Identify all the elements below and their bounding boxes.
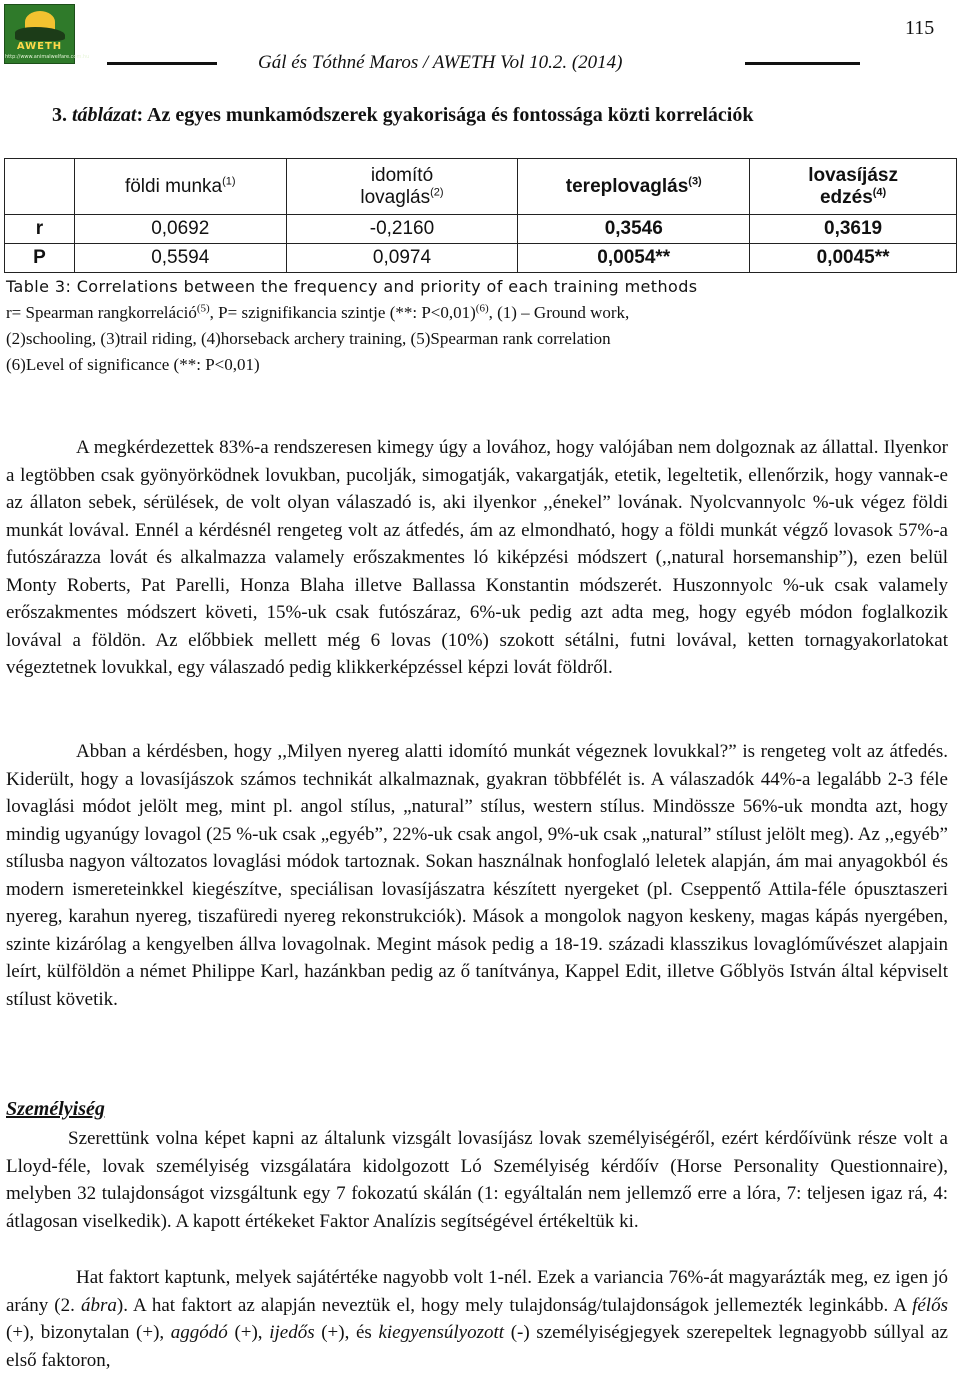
page-number: 115	[905, 17, 935, 39]
header-rule-left	[107, 62, 217, 65]
table-note-line-2: (2)schooling, (3)trail riding, (4)horseback archery training, (5)Spearman rank correlation	[6, 329, 611, 348]
table-cell: 0,0054**	[518, 244, 750, 273]
table-row	[5, 244, 957, 273]
table-cell: 0,3546	[518, 215, 750, 244]
table-row	[5, 215, 957, 244]
header-rule-right	[745, 62, 860, 65]
column-header-archery-training: lovasíjász edzés$^{(4)}$	[750, 159, 957, 215]
table-note-line-1: r= Spearman rangkorreláció$^{(5)}$, P= szignifikancia szintje (**: P<0,01)$^{(6)}$, (1) – Ground work,	[6, 302, 630, 322]
table-cell: 0,0045**	[750, 244, 957, 273]
logo-wordmark: AWETH	[16, 41, 63, 52]
section-heading: Személyiség	[6, 1098, 105, 1120]
table-caption-text: : Az egyes munkamódszerek gyakorisága és fontossága közti korrelációk	[136, 104, 754, 126]
correlation-table	[4, 158, 957, 273]
table-caption	[52, 104, 753, 127]
running-title: Gál és Tóthné Maros / AWETH Vol 10.2. (2014)	[258, 52, 623, 73]
column-header-schooling: idomító lovaglás$^{(2)}$	[286, 159, 518, 215]
column-header-ground-work: földi munka$^{(1)}$	[74, 159, 286, 215]
body-paragraph-factors: Hat faktort kaptunk, melyek sajátértéke nagyobb volt 1-nél. Ezek a variancia 76%-át magyarázták meg, ez igen jó arány (2. ábra). A hat faktort az alapján neveztük el, hogy mely tulajdonság/tulajdonságok jellemezték leginkább. A félős (+), bizonytalan (+), aggódó (+), ijedős (+), és kiegyensúlyozott (-) személyiségjegyek szerepeltek legnagyobb súllyal az első faktoron,	[6, 1267, 948, 1371]
english-table-caption: Table 3: Correlations between the frequency and priority of each training methods	[6, 277, 698, 296]
table-cell: 0,3619	[750, 215, 957, 244]
journal-logo	[4, 4, 90, 64]
table-cell: 0,5594	[74, 244, 286, 273]
row-label-r: r	[5, 215, 75, 244]
column-header-trail-riding: tereplovaglás$^{(3)}$	[518, 159, 750, 215]
logo-horse-shape	[15, 27, 65, 41]
body-paragraph-ground-work: A megkérdezettek 83%-a rendszeresen kimegy úgy a lovához, hogy valójában nem dolgoznak az állattal. Ilyenkor a legtöbben csak gyönyörködnek lovukban, pucolják, simogatják, vakargatják, etetik, legeltetik, ellenőrzik, hogy vannak-e az állaton sebek, sérülések, de volt olyan válaszadó is, aki ilyenkor ,,énekel” lovának. Nyolcvannyolc %-uk végez földi munkát lovával. Ennél a kérdésnél rengeteg volt az átfedés, ám az elmondható, hogy a földi munkát végző lovasok 57%-a futószárazza lovát és alkalmazza valamely erőszakmentes ló kiképzési módszert (,,natural horsemanship”), ezen belül Monty Roberts, Pat Parelli, Honza Blaha illetve Ballassa Konstantin módszerét. Huszonnyolc %-uk csak valamely erőszakmentes módszert követi, 15%-uk csak futószáraz, 6%-uk pedig azt adta meg, hogy egyéb módon foglalkozik lovával a földön. Az előbbiek mellett még 6 lovas (10%) szokott sétálni, futni lovával, ketten tornagyakorlatokat végeztetnek lovukkal, egy válaszadó pedig klikkerképzéssel képzi lovát földről.	[6, 437, 948, 678]
table-caption-number: 3.	[52, 104, 72, 126]
body-paragraph-personality: Szerettünk volna képet kapni az általunk vizsgált lovasíjász lovak személyiségéről, ezért kérdőívünk része volt a Lloyd-féle, lovak személyiség vizsgálatára kidolgozott Ló Személyiség kérdőív (Horse Personality Questionnaire), melyben 32 tulajdonságot vizsgáltunk egy 7 fokozatú skálán (1: egyáltalán nem jellemző erre a lóra, 7: teljesen igaz rá, 4: átlagosan viselkedik). A kapott értékeket Faktor Analízis segítségével értékeltük ki.	[6, 1128, 948, 1232]
table-header-row	[5, 159, 957, 215]
table-caption-label: táblázat	[72, 104, 137, 126]
table-corner-cell	[5, 159, 75, 215]
table-cell: 0,0974	[286, 244, 518, 273]
body-paragraph-saddle-work: Abban a kérdésben, hogy ,,Milyen nyereg alatti idomító munkát végeznek lovukkal?” is rengeteg volt az átfedés. Kiderült, hogy a lovasíjászok számos technikát alkalmaznak, gyakran többfélét is. A válaszadók 44%-a legalább 2-3 féle lovaglási módot jelölt meg, mint pl. angol stílus, „natural” stílus, western stílus. Mindössze 56%-uk mondta azt, hogy mindig ugyanúgy lovagol (25 %-uk csak „egyéb”, 22%-uk csak angol, 9%-uk csak „natural” stílust jelölt meg). Az ,,egyéb” stílusba nagyon változatos lovaglási módok tartoznak. Sokan használnak honfoglaló leletek alapján, ám mai anyagokból és modern ismereteinkkel kiegészítve, speciálisan lovasíjászatra készített nyergeket (pl. Cseppentő Attila-féle ópusztaszeri nyereg, karahun nyereg, tiszafüredi nyereg rekonstrukciók). Mások a mongolok nagyon keskeny, magas kápás nyergében, szinte kizárólag a kengyelben állva lovagolnak. Megint mások pedig a 18-19. századi klasszikus lovaglóművészet alapjain leírt, külföldön a német Philippe Karl, hazánkban pedig az ő tanítványa, Kappel Edit, illetve Gőblyös István által képviselt stílust követik.	[6, 741, 948, 1010]
logo-url: http://www.animalwelfare.com.hu	[5, 54, 90, 60]
table-cell: 0,0692	[74, 215, 286, 244]
figure-reference: ábra	[81, 1294, 117, 1316]
table-cell: -0,2160	[286, 215, 518, 244]
row-label-p: P	[5, 244, 75, 273]
table-note-line-3: (6)Level of significance (**: P<0,01)	[6, 355, 260, 374]
